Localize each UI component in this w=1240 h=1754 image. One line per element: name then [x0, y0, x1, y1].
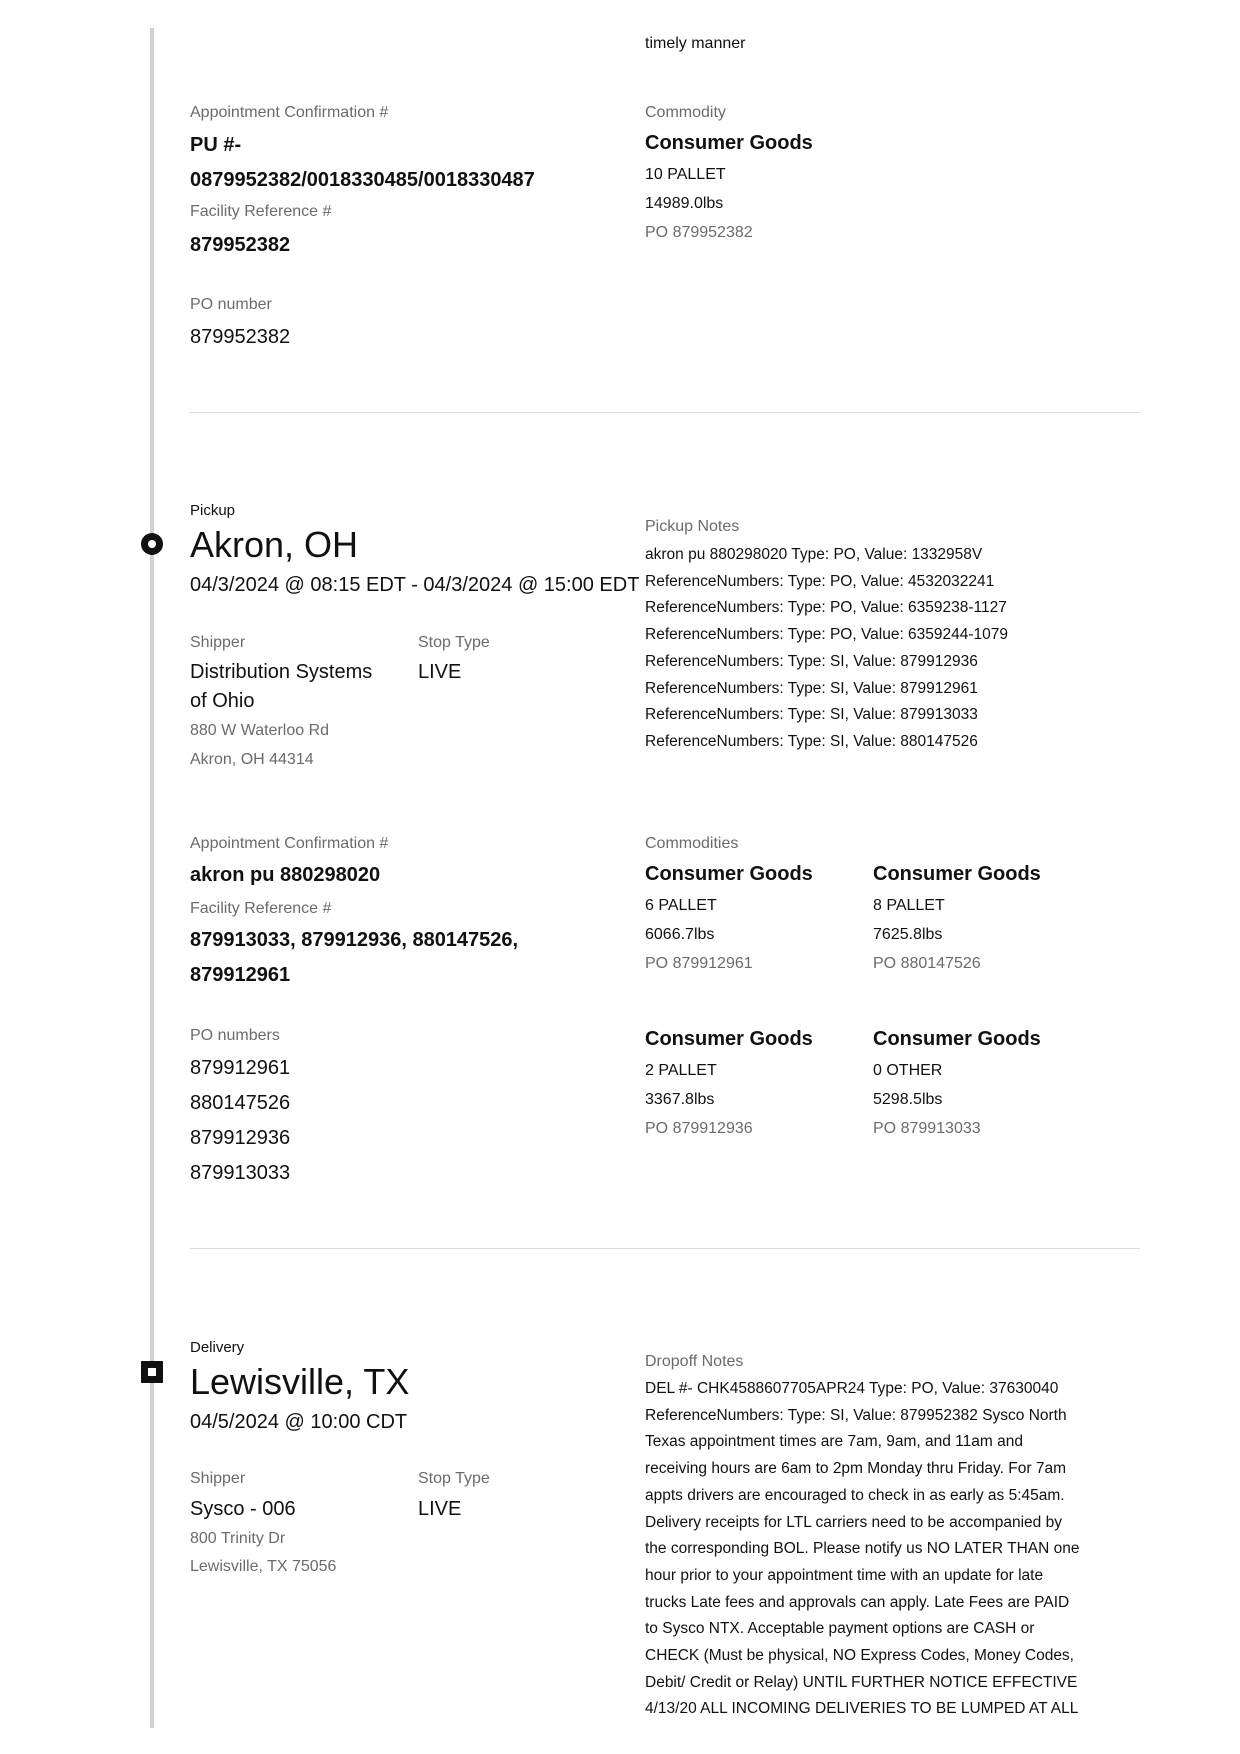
commodity-po: PO 880147526: [873, 955, 981, 972]
pickup-note-line: ReferenceNumbers: Type: PO, Value: 6359244-1079: [645, 626, 1009, 644]
dropoff-note-line: to Sysco NTX. Acceptable payment options are CASH or: [645, 1620, 1035, 1638]
commodity-qty: 6 PALLET: [645, 897, 717, 914]
commodity-po: PO 879913033: [873, 1120, 981, 1137]
pickup-po-number: 879913033: [190, 1162, 291, 1184]
pickup-stop-type-label: Stop Type: [418, 634, 490, 651]
appointment-label: Appointment Confirmation #: [190, 104, 389, 121]
pickup-address-line2: Akron, OH 44314: [190, 751, 314, 768]
dropoff-note-line: Texas appointment times are 7am, 9am, and 11am and: [645, 1433, 1023, 1451]
dropoff-notes: [645, 1376, 1080, 1723]
pickup-facility-label: Facility Reference #: [190, 900, 332, 917]
pickup-note-line: ReferenceNumbers: Type: SI, Value: 879913033: [645, 706, 978, 724]
delivery-address-line2: Lewisville, TX 75056: [190, 1558, 337, 1575]
pickup-facility-value-line1: 879913033, 879912936, 880147526,: [190, 929, 519, 951]
pickup-note-line: ReferenceNumbers: Type: PO, Value: 6359238-1127: [645, 599, 1007, 617]
dropoff-note-line: appts drivers are encouraged to check in as early as 5:45am.: [645, 1486, 1065, 1504]
pickup-stop-marker-icon: [141, 533, 163, 555]
pickup-type-label: Pickup: [190, 502, 236, 519]
pickup-stop-type-value: LIVE: [418, 661, 462, 683]
delivery-stop-type-value: LIVE: [418, 1498, 462, 1520]
commodity-weight: 7625.8lbs: [873, 926, 943, 943]
commodity-po: PO 879952382: [645, 224, 753, 241]
commodity-weight: 14989.0lbs: [645, 195, 724, 212]
facility-reference-value: 879952382: [190, 234, 291, 256]
commodity-po: PO 879912961: [645, 955, 753, 972]
po-number-value: 879952382: [190, 326, 291, 348]
commodity-weight: 3367.8lbs: [645, 1091, 715, 1108]
pickup-note-line: ReferenceNumbers: Type: SI, Value: 879912961: [645, 679, 978, 697]
commodity-name: Consumer Goods: [645, 1028, 813, 1050]
pickup-shipper-label: Shipper: [190, 634, 246, 651]
pickup-note-line: ReferenceNumbers: Type: PO, Value: 4532032241: [645, 572, 995, 590]
facility-reference-label: Facility Reference #: [190, 203, 332, 220]
pickup-po-numbers-label: PO numbers: [190, 1027, 280, 1044]
po-number-label: PO number: [190, 296, 272, 313]
commodity-weight: 5298.5lbs: [873, 1091, 943, 1108]
delivery-shipper-name: Sysco - 006: [190, 1498, 296, 1520]
appointment-value-line1: PU #-: [190, 134, 242, 156]
pickup-shipper-name-line1: Distribution Systems: [190, 661, 373, 683]
pickup-date-range: 04/3/2024 @ 08:15 EDT - 04/3/2024 @ 15:00 EDT: [190, 574, 640, 596]
delivery-stop-type-label: Stop Type: [418, 1470, 490, 1487]
dropoff-note-line: DEL #- CHK4588607705APR24 Type: PO, Value: 37630040: [645, 1380, 1059, 1397]
pickup-appointment-value: akron pu 880298020: [190, 864, 381, 886]
pickup-po-number: 879912961: [190, 1057, 291, 1079]
dropoff-note-line: ReferenceNumbers: Type: SI, Value: 879952382 Sysco North: [645, 1406, 1067, 1424]
commodity-label: Commodity: [645, 104, 726, 121]
section-divider: [190, 412, 1140, 413]
dropoff-note-line: receiving hours are 6am to 2pm Monday thru Friday. For 7am: [645, 1460, 1066, 1478]
dropoff-note-line: trucks Late fees and approvals can apply. Late Fees are PAID: [645, 1593, 1070, 1611]
pickup-address-line1: 880 W Waterloo Rd: [190, 722, 330, 739]
commodity-qty: 2 PALLET: [645, 1062, 717, 1079]
dropoff-notes-label: Dropoff Notes: [645, 1353, 744, 1370]
dropoff-note-line: the corresponding BOL. Please notify us NO LATER THAN one: [645, 1540, 1080, 1558]
commodity-po: PO 879912936: [645, 1120, 753, 1137]
pickup-note-line: ReferenceNumbers: Type: SI, Value: 879912936: [645, 652, 978, 670]
delivery-stop-marker-icon: [141, 1361, 163, 1383]
commodity-qty: 8 PALLET: [873, 897, 945, 914]
pickup-note-line: ReferenceNumbers: Type: SI, Value: 880147526: [645, 732, 978, 750]
dropoff-note-line: 4/13/20 ALL INCOMING DELIVERIES TO BE LUMPED AT ALL: [645, 1700, 1079, 1718]
commodity-name: Consumer Goods: [645, 863, 813, 885]
pickup-po-number: 880147526: [190, 1092, 291, 1114]
pickup-notes-label: Pickup Notes: [645, 518, 740, 535]
pickup-city: Akron, OH: [190, 524, 359, 565]
pickup-shipper-name-line2: of Ohio: [190, 690, 255, 712]
section-divider: [190, 1248, 1140, 1249]
dropoff-note-line: Debit/ Credit or Relay) UNTIL FURTHER NOTICE EFFECTIVE: [645, 1673, 1078, 1691]
dropoff-note-line: Delivery receipts for LTL carriers need to be accompanied by: [645, 1513, 1062, 1531]
commodity-qty: 10 PALLET: [645, 166, 726, 183]
commodity-name: Consumer Goods: [873, 1028, 1041, 1050]
pickup-appointment-label: Appointment Confirmation #: [190, 835, 389, 852]
delivery-city: Lewisville, TX: [190, 1361, 410, 1402]
timeline-line: [150, 28, 154, 1728]
commodity-weight: 6066.7lbs: [645, 926, 715, 943]
commodity-name: Consumer Goods: [873, 863, 1041, 885]
pickup-notes: [645, 542, 1008, 756]
delivery-shipper-label: Shipper: [190, 1470, 246, 1487]
dropoff-note-line: CHECK (Must be physical, NO Express Codes, Money Codes,: [645, 1647, 1074, 1665]
appointment-value-line2: 0879952382/0018330485/0018330487: [190, 169, 535, 191]
delivery-type-label: Delivery: [190, 1339, 245, 1356]
pickup-facility-value-line2: 879912961: [190, 964, 291, 986]
commodity-name: Consumer Goods: [645, 132, 813, 154]
previous-notes-tail: timely manner: [645, 35, 746, 52]
commodity-qty: 0 OTHER: [873, 1062, 943, 1079]
pickup-note-line: akron pu 880298020 Type: PO, Value: 1332958V: [645, 546, 983, 563]
pickup-po-number: 879912936: [190, 1127, 291, 1149]
delivery-address-line1: 800 Trinity Dr: [190, 1530, 286, 1547]
delivery-date: 04/5/2024 @ 10:00 CDT: [190, 1411, 408, 1433]
pickup-commodities-label: Commodities: [645, 835, 739, 852]
dropoff-note-line: hour prior to your appointment time with an update for late: [645, 1566, 1044, 1584]
